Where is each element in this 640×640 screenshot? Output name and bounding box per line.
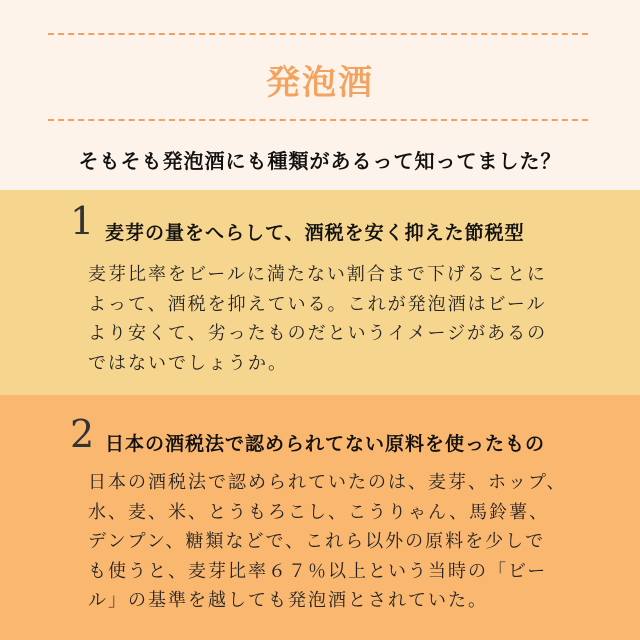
title-dashed-divider	[48, 119, 588, 121]
top-dashed-divider	[48, 33, 588, 35]
page-title: 発泡酒	[266, 63, 374, 103]
section-2-line: 日本の酒税法で認められていたのは、麦芽、ホップ、	[88, 472, 567, 493]
section-2-body	[88, 468, 583, 616]
page-subtitle: そもそも発泡酒にも種類があるって知ってました？	[78, 149, 562, 173]
section-1-body	[88, 260, 583, 378]
section-1-line: より安くて、劣ったものだというイメージがあるの	[88, 323, 548, 344]
section-1-line: よって、酒税を抑えている。これが発泡酒はビール	[88, 293, 547, 315]
section-2-line: 水、麦、米、とうもろこし、こうりゃん、馬鈴薯、	[88, 501, 550, 523]
section-1-line: 麦芽比率をビールに満たない割合まで下げることに	[88, 264, 547, 285]
section-2-heading: 日本の酒税法で認められてない原料を使ったもの	[105, 433, 546, 455]
section-2-line: ル」の基準を越しても発泡酒とされていた。	[88, 590, 488, 611]
section-2-line: デンプン、糖類などで、これら以外の原料を少しで	[88, 531, 546, 552]
section-2-line: も使うと、麦芽比率６７％以上という当時の「ビー	[88, 560, 548, 582]
section-2-number: 2	[70, 412, 95, 456]
section-1-heading: 麦芽の量をへらして、酒税を安く抑えた節税型	[105, 222, 525, 244]
section-1-number: 1	[70, 199, 95, 243]
section-1-line: ではないでしょうか。	[88, 352, 288, 374]
section-2	[0, 395, 640, 640]
section-1	[0, 190, 640, 395]
